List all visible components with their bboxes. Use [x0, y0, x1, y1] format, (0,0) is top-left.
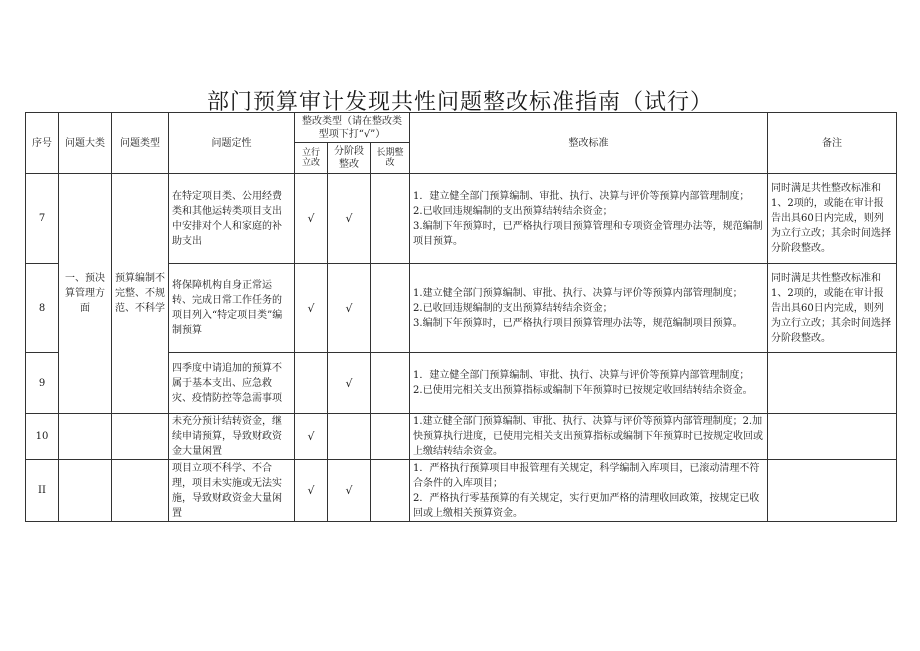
row-remarks: [768, 460, 897, 522]
row-nature: 项目立项不科学、不合理，项目未实施或无法实施，导致财政资金大量闲置: [169, 460, 295, 522]
header-immediate: 立行立改: [295, 143, 328, 174]
group-type: 预算编制不完整、不规范、不科学: [112, 174, 169, 414]
header-category: 问题大类: [59, 113, 112, 174]
row-standard: 1．建立健全部门预算编制、审批、执行、决算与评价等预算内部管理制度； 2.已使用完相关支出预算指标或编制下年预算时已按规定收回结转结余资金。: [410, 353, 768, 414]
row-phased-mark: √: [328, 460, 371, 522]
row-longterm-mark: [371, 174, 410, 264]
table-row: [26, 460, 897, 522]
row-phased-mark: √: [328, 174, 371, 264]
row-remarks: 同时满足共性整改标准和1、2项的，或能在审计报告出具60日内完成，则列为立行立改；其余时间选择分阶段整改。: [768, 174, 897, 264]
row-phased-mark: √: [328, 353, 371, 414]
row-immediate-mark: [295, 353, 328, 414]
row-seq: 7: [26, 174, 59, 264]
row-immediate-mark: √: [295, 174, 328, 264]
table-row: [26, 414, 897, 460]
group-category: 一、预决算管理方面: [59, 174, 112, 414]
row-phased-mark: [328, 414, 371, 460]
row-category-empty: [59, 460, 112, 522]
row-nature: 四季度中请追加的预算不属于基本支出、应急救灾、疫情防控等急需事项: [169, 353, 295, 414]
row-seq: 9: [26, 353, 59, 414]
row-remarks: 同时满足共性整改标准和1、2项的，或能在审计报告出具60日内完成，则列为立行立改；其余时间选择分阶段整改。: [768, 264, 897, 353]
row-longterm-mark: [371, 353, 410, 414]
header-type: 问题类型: [112, 113, 169, 174]
row-standard: 1.建立健全部门预算编制、审批、执行、决算与评价等预算内部管理制度； 2.已收回违规编制的支出预算结转结余资金； 3.编制下年预算时，已严格执行项目预算管理办法等，规范编制项目预算。: [410, 264, 768, 353]
header-remarks: 备注: [768, 113, 897, 174]
header-rect-type: 整改类型（请在整改类型项下打“√”）: [295, 113, 410, 143]
header-seq: 序号: [26, 113, 59, 174]
row-remarks: [768, 414, 897, 460]
header-phased: 分阶段整改: [328, 143, 371, 174]
row-phased-mark: √: [328, 264, 371, 353]
row-seq: 8: [26, 264, 59, 353]
row-seq: II: [26, 460, 59, 522]
table-row: [26, 174, 897, 264]
header-longterm: 长期整改: [371, 143, 410, 174]
row-nature: 未充分预计结转资金，继续申请预算，导致财政资金大量闲置: [169, 414, 295, 460]
row-remarks: [768, 353, 897, 414]
row-longterm-mark: [371, 264, 410, 353]
page-title: 部门预算审计发现共性问题整改标准指南（试行）: [206, 90, 713, 115]
row-nature: 将保障机构自身正常运转、完成日常工作任务的项目列入“特定项目类”编制预算: [169, 264, 295, 353]
header-standard: 整改标准: [410, 113, 768, 174]
row-category-empty: [59, 414, 112, 460]
row-immediate-mark: √: [295, 414, 328, 460]
header-nature: 问题定性: [169, 113, 295, 174]
row-standard: 1．建立健全部门预算编制、审批、执行、决算与评价等预算内部管理制度； 2.已收回违规编制的支出预算结转结余资金； 3.编制下年预算时，已严格执行项目预算管理和专项资金管理办法等，规范编制项目预算。: [410, 174, 768, 264]
row-nature: 在特定项目类、公用经费类和其他运转类项目支出中安排对个人和家庭的补助支出: [169, 174, 295, 264]
row-standard: 1.建立健全部门预算编制、审批、执行、决算与评价等预算内部管理制度；2.加快预算执行进度，已使用完相关支出预算指标或编制下年预算时已按规定收回或上缴结转结余资金。: [410, 414, 768, 460]
row-longterm-mark: [371, 414, 410, 460]
row-type-empty: [112, 414, 169, 460]
row-seq: 10: [26, 414, 59, 460]
row-immediate-mark: √: [295, 264, 328, 353]
row-type-empty: [112, 460, 169, 522]
row-longterm-mark: [371, 460, 410, 522]
row-standard: 1．严格执行预算项目申报管理有关规定，科学编制入库项目，已滚动清理不符合条件的入库项目； 2．严格执行零基预算的有关规定，实行更加严格的清理收回政策，按规定已收回或上缴相关预算资金。: [410, 460, 768, 522]
rectification-table: [25, 112, 897, 522]
row-immediate-mark: √: [295, 460, 328, 522]
